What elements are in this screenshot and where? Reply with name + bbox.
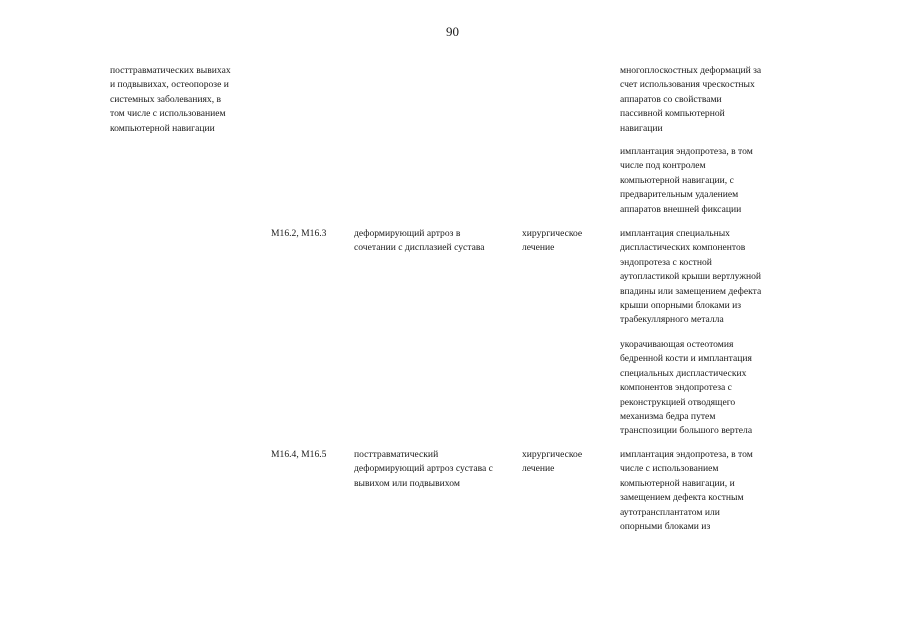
- page-number: 90: [446, 24, 459, 39]
- row-1-method-1: имплантация специальных диспластических компонентов эндопротеза с костной аутопластикой крыши вертлужной впадины или замещением дефекта крыши опорными блоками из трабекуллярного металла: [620, 228, 762, 326]
- row-1-model: деформирующий артроз в сочетании с дисплазией сустава: [354, 228, 485, 254]
- row-2-codes: M16.4, M16.5: [271, 449, 327, 460]
- row-2-treatment: хирургическое лечение: [522, 449, 583, 475]
- continuation-method-text-2: имплантация эндопротеза, в том числе под контролем компьютерной навигации, с предварительным удалением аппаратов внешней фиксации: [620, 146, 753, 215]
- row-1-method-2: укорачивающая остеотомия бедренной кости и имплантация специальных диспластических компонентов эндопротеза с реконструкцией отводящего механизма бедра путем транспозиции большого вертела: [620, 339, 753, 437]
- row-1-treatment: хирургическое лечение: [522, 228, 583, 254]
- continuation-model-text: посттравматических вывихах и подвывихах, остеопорозе и системных заболеваниях, в том числе с использованием компьютерной навигации: [110, 65, 231, 134]
- row-2-method-1: имплантация эндопротеза, в том числе с использованием компьютерной навигации, и замещением дефекта костным аутотрансплантатом или опорными блоками из: [620, 449, 753, 533]
- continuation-method-text: многоплоскостных деформаций за счет использования чрескостных аппаратов со свойствами пассивной компьютерной навигации: [620, 65, 762, 134]
- row-2-model: посттравматический деформирующий артроз сустава с вывихом или подвывихом: [354, 449, 493, 489]
- row-1-codes: M16.2, M16.3: [271, 228, 327, 239]
